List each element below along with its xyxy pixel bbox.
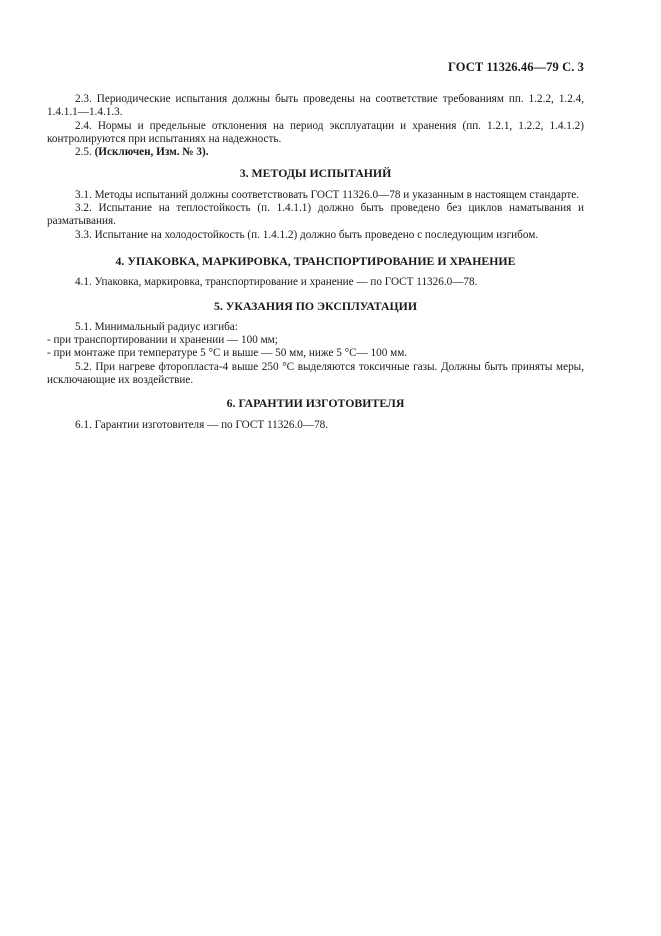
clause-3-2: 3.2. Испытание на теплостойкость (п. 1.4.1.1) должно быть проведено без циклов наматывания и разматывания.: [47, 202, 584, 228]
section-4-title: 4. УПАКОВКА, МАРКИРОВКА, ТРАНСПОРТИРОВАНИЕ И ХРАНЕНИЕ: [115, 253, 516, 268]
document-body: [47, 93, 584, 432]
clause-2-4: 2.4. Нормы и предельные отклонения на период эксплуатации и хранения (пп. 1.2.1, 1.2.2, 1.4.1.2) контролируются при испытаниях на надежность.: [47, 119, 584, 145]
page-header: ГОСТ 11326.46—79 С. 3: [448, 60, 584, 74]
section-5-title: 5. УКАЗАНИЯ ПО ЭКСПЛУАТАЦИИ: [213, 298, 418, 313]
section-3-title: 3. МЕТОДЫ ИСПЫТАНИЙ: [239, 166, 392, 181]
clause-2-5-number: 2.5.: [75, 146, 92, 159]
clause-3-1: 3.1. Методы испытаний должны соответствовать ГОСТ 11326.0—78 и указанным в настоящем стандарте.: [75, 188, 580, 201]
list-item: - при монтаже при температуре 5 °С и выше — 50 мм, ниже 5 °С— 100 мм.: [47, 347, 408, 360]
clause-2-5-text: (Исключен, Изм. № 3).: [94, 146, 209, 159]
list-item: - при транспортировании и хранении — 100 мм;: [47, 334, 278, 347]
clause-5-1: 5.1. Минимальный радиус изгиба:: [75, 320, 238, 333]
clause-6-1: 6.1. Гарантии изготовителя — по ГОСТ 11326.0—78.: [75, 418, 329, 431]
clause-2-5: [47, 146, 584, 159]
clause-4-1: 4.1. Упаковка, маркировка, транспортирование и хранение — по ГОСТ 11326.0—78.: [75, 276, 478, 289]
clause-3-3: 3.3. Испытание на холодостойкость (п. 1.4.1.2) должно быть проведено с последующим изгибом.: [75, 228, 539, 241]
clause-2-3: 2.3. Периодические испытания должны быть проведены на соответствие требованиям пп. 1.2.2, 1.2.4, 1.4.1.1—1.4.1.3.: [47, 93, 584, 119]
clause-5-2: 5.2. При нагреве фторопласта-4 выше 250 °С выделяются токсичные газы. Должны быть приняты меры, исключающие их воздействие.: [47, 360, 584, 387]
section-6-title: 6. ГАРАНТИИ ИЗГОТОВИТЕЛЯ: [226, 396, 405, 411]
